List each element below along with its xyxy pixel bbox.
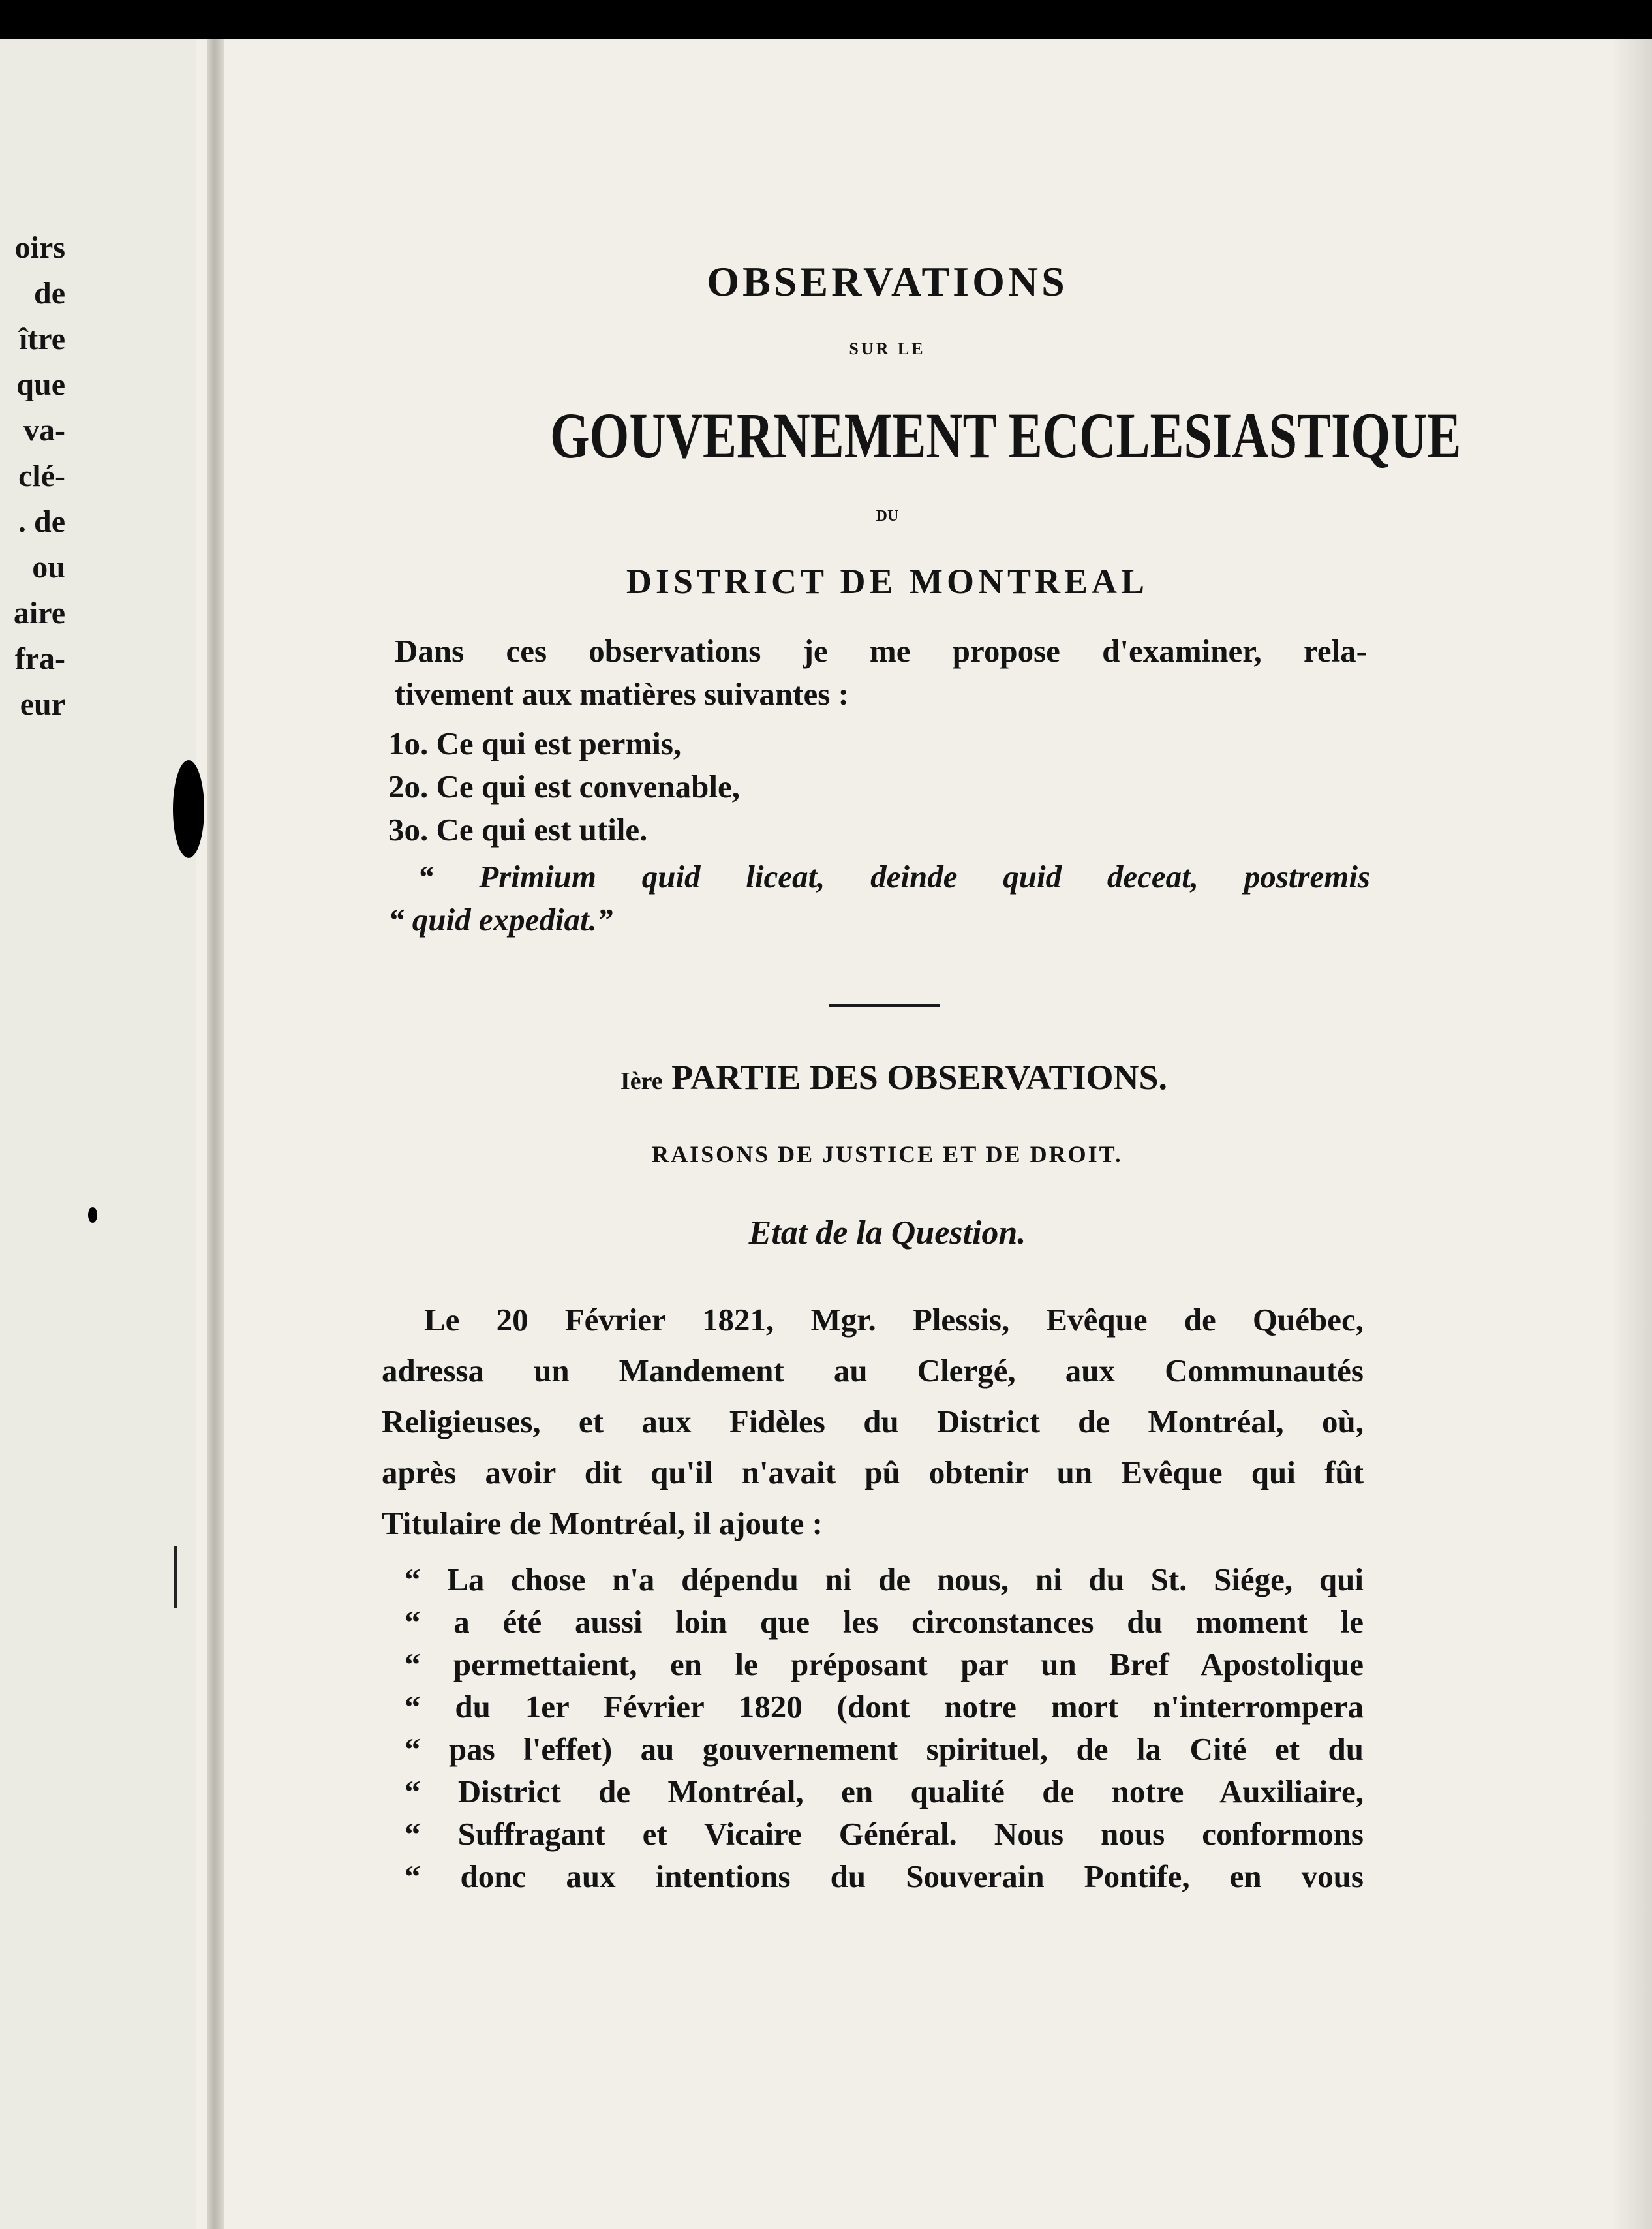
quote-line: “ pas l'effet) au gouvernement spirituel, de la Cité et du [405, 1731, 1364, 1767]
margin-fragment: oirs [14, 230, 65, 265]
section-subheading: Etat de la Question. [748, 1214, 1026, 1252]
margin-fragment: va- [23, 413, 65, 448]
margin-fragment: . de [18, 504, 65, 539]
list-item: 3o. Ce qui est utile. [388, 812, 648, 848]
facing-page-text [0, 225, 65, 728]
intro-line: Dans ces observations je me propose d'examiner, rela- [395, 633, 1367, 669]
margin-fragment: clé- [18, 459, 65, 493]
section-subtitle: RAISONS DE JUSTICE ET DE DROIT. [652, 1141, 1123, 1167]
binding-hole [173, 760, 204, 858]
quote-line: “ du 1er Février 1820 (dont notre mort n'interrompera [405, 1689, 1364, 1725]
paragraph-line: adressa un Mandement au Clergé, aux Communautés [382, 1353, 1364, 1389]
intro-line: tivement aux matières suivantes : [395, 676, 849, 712]
section-number: Ière [620, 1068, 663, 1095]
margin-fragment: eur [20, 687, 65, 722]
title-gouvernement: GOUVERNEMENT ECCLESIASTIQUE [550, 399, 1461, 472]
paragraph-line: Religieuses, et aux Fidèles du District de Montréal, où, [382, 1404, 1364, 1439]
binding-mark [174, 1546, 177, 1608]
margin-fragment: ou [32, 550, 65, 585]
page-edge-shadow [1612, 39, 1652, 2229]
margin-fragment: que [16, 367, 65, 402]
quote-line: “ District de Montréal, en qualité de notre Auxiliaire, [405, 1774, 1364, 1809]
title-du: DU [876, 508, 899, 525]
page-paper [0, 39, 1652, 2229]
ink-spot [88, 1207, 97, 1223]
latin-quote-line: “ quid expediat.” [388, 902, 613, 938]
margin-fragment: fra- [14, 641, 65, 676]
quote-line: “ donc aux intentions du Souverain Pontife, en vous [405, 1858, 1364, 1894]
title-district: DISTRICT DE MONTREAL [626, 562, 1149, 601]
section-divider [829, 1004, 940, 1007]
latin-quote-line: “ Primium quid liceat, deinde quid deceat, postremis [418, 859, 1370, 895]
title-observations: OBSERVATIONS [707, 258, 1068, 305]
quote-line: “ La chose n'a dépendu ni de nous, ni du St. Siége, qui [405, 1561, 1364, 1597]
paragraph-line: Le 20 Février 1821, Mgr. Plessis, Evêque de Québec, [424, 1302, 1364, 1338]
quote-line: “ a été aussi loin que les circonstances du moment le [405, 1604, 1364, 1640]
list-item: 1o. Ce qui est permis, [388, 726, 682, 761]
quote-line: “ Suffragant et Vicaire Général. Nous nous conformons [405, 1816, 1364, 1852]
section-title [522, 1057, 1266, 1098]
section-title-text: PARTIE DES OBSERVATIONS. [671, 1058, 1168, 1097]
margin-fragment: aire [13, 596, 65, 630]
margin-fragment: de [34, 276, 65, 311]
paragraph-line: après avoir dit qu'il n'avait pû obtenir un Evêque qui fût [382, 1454, 1364, 1490]
margin-fragment: ître [18, 322, 65, 356]
quote-line: “ permettaient, en le préposant par un Bref Apostolique [405, 1646, 1364, 1682]
book-gutter [207, 39, 224, 2229]
list-item: 2o. Ce qui est convenable, [388, 769, 740, 805]
title-sur-le: SUR LE [849, 339, 926, 358]
paragraph-line: Titulaire de Montréal, il ajoute : [382, 1505, 823, 1541]
